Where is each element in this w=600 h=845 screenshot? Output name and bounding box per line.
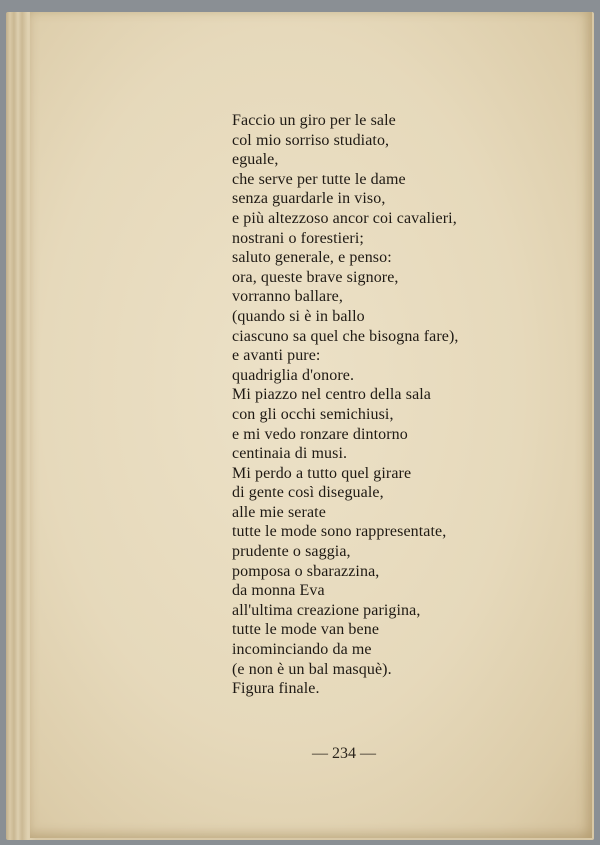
poem-line: con gli occhi semichiusi, bbox=[232, 405, 394, 423]
page-number-label: — 234 — bbox=[312, 745, 376, 762]
poem-line: incominciando da me bbox=[232, 641, 372, 659]
poem-line: Mi perdo a tutto quel girare bbox=[232, 464, 412, 482]
poem-text bbox=[232, 111, 532, 699]
poem-line: quadriglia d'onore. bbox=[232, 366, 355, 384]
poem-line: pomposa o sbarazzina, bbox=[232, 562, 380, 580]
poem-line: senza guardarle in viso, bbox=[232, 190, 386, 208]
poem-line: col mio sorriso studiato, bbox=[232, 131, 390, 149]
poem-line: prudente o saggia, bbox=[232, 543, 351, 561]
poem-line: (quando si è in ballo bbox=[232, 307, 365, 325]
poem-line: ciascuno sa quel che bisogna fare), bbox=[232, 327, 459, 345]
book-page bbox=[30, 12, 592, 838]
poem-line: vorranno ballare, bbox=[232, 288, 343, 306]
poem-line: da monna Eva bbox=[232, 582, 325, 600]
poem-line: che serve per tutte le dame bbox=[232, 170, 406, 188]
poem-line: nostrani o forestieri; bbox=[232, 229, 364, 247]
poem-line: ora, queste brave signore, bbox=[232, 268, 399, 286]
poem-line: e avanti pure: bbox=[232, 347, 321, 365]
poem-line: Mi piazzo nel centro della sala bbox=[232, 386, 432, 404]
poem-line: tutte le mode van bene bbox=[232, 621, 380, 639]
poem-line: alle mie serate bbox=[232, 503, 326, 521]
poem-line: centinaia di musi. bbox=[232, 445, 348, 463]
poem-line: Faccio un giro per le sale bbox=[232, 112, 396, 129]
page-number bbox=[30, 745, 592, 763]
poem-line: tutte le mode sono rappresentate, bbox=[232, 523, 447, 541]
poem-line: saluto generale, e penso: bbox=[232, 249, 392, 267]
poem-line: e mi vedo ronzare dintorno bbox=[232, 425, 408, 443]
poem-line: (e non è un bal masquè). bbox=[232, 660, 392, 678]
poem-line: all'ultima creazione parigina, bbox=[232, 601, 421, 619]
poem-line: eguale, bbox=[232, 151, 279, 169]
poem-line: e più altezzoso ancor coi cavalieri, bbox=[232, 209, 457, 227]
poem-line: di gente così diseguale, bbox=[232, 484, 384, 502]
poem-line: Figura finale. bbox=[232, 680, 320, 698]
